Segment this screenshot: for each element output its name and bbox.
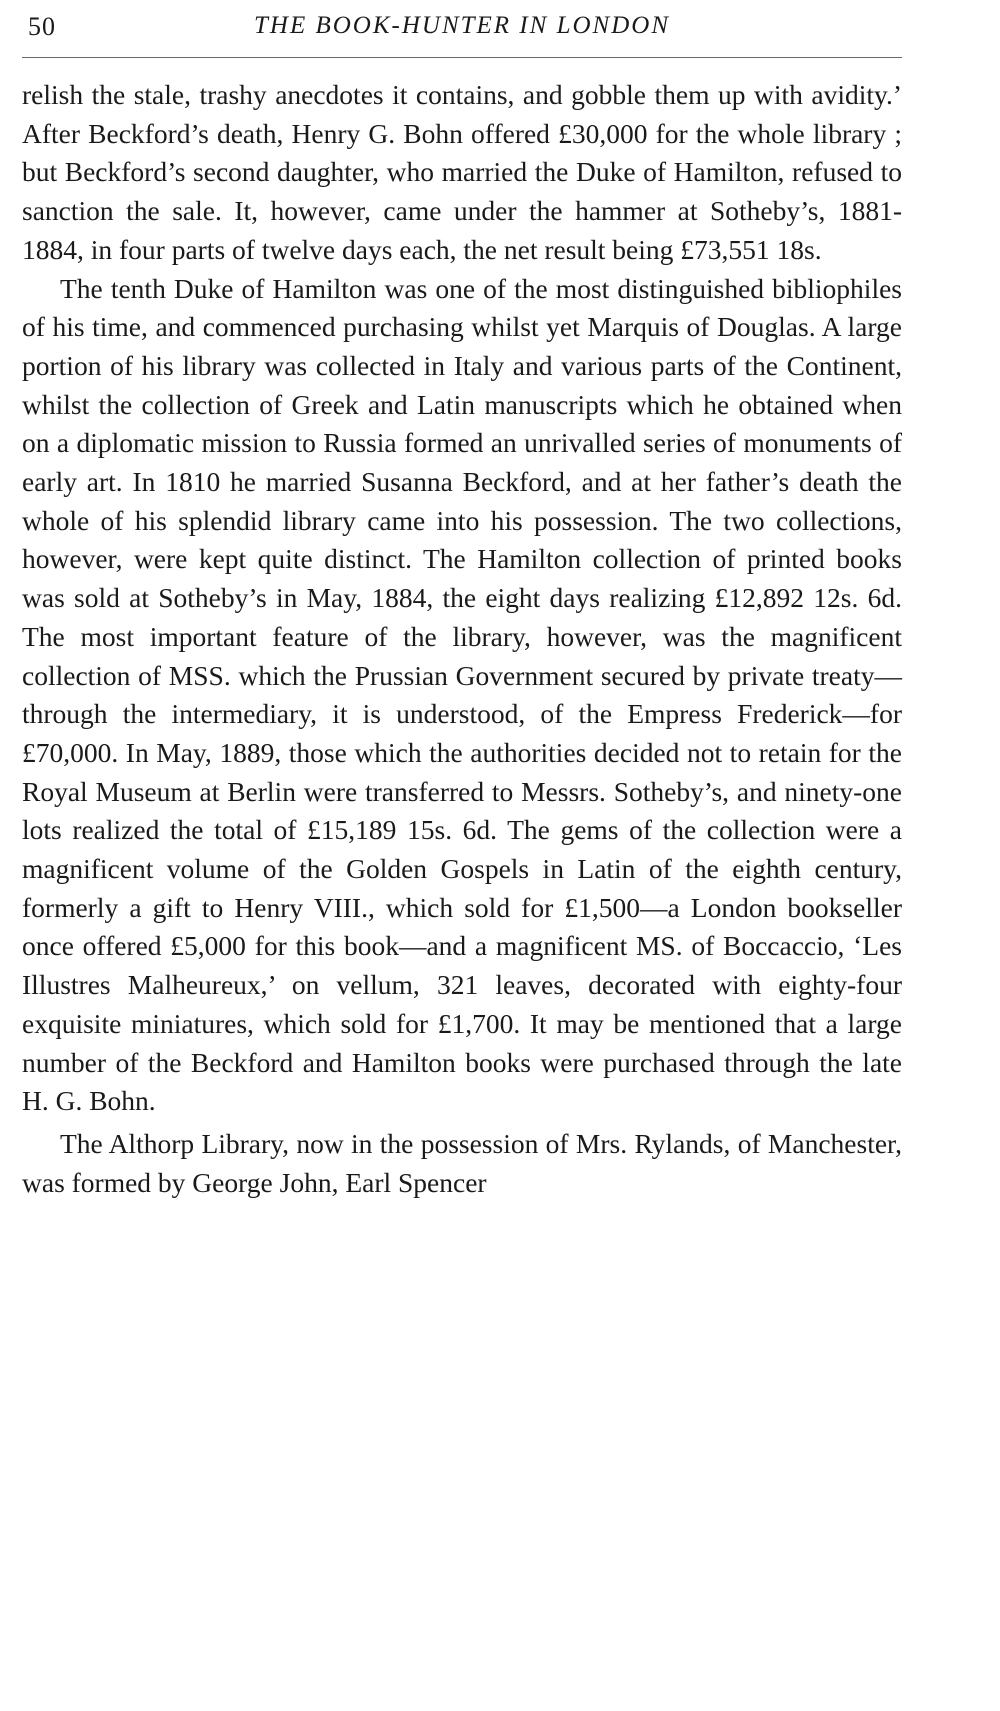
paragraph-hamilton: The tenth Duke of Hamilton was one of the most distinguished bibliophiles of his time, and commenced purchasing whilst yet Marquis of Douglas. A large portion of his library was collected in Italy and various parts of the Continent, whilst the collection of Greek and Latin manuscripts which he obtained when on a diplomatic mission to Russia formed an unrivalled series of monuments of early art. In 1810 he married Susanna Beckford, and at her father’s death the whole of his splendid library came into his possession. The two collections, however, were kept quite distinct. The Hamilton collection of printed books was sold at Sotheby’s in May, 1884, the eight days realizing £12,892 12s. 6d. The most important feature of the library, however, was the magnificent collection of MSS. which the Prussian Government secured by private treaty—through the intermediary, it is understood, of the Empress Frederick—for £70,000. In May, 1889, those which the authorities decided not to retain for the Royal Museum at Berlin were transferred to Messrs. Sotheby’s, and ninety-one lots realized the total of £15,189 15s. 6d. The gems of the collection were a magnificent volume of the Golden Gospels in Latin of the eighth century, formerly a gift to Henry VIII., which sold for £1,500—a London bookseller once offered £5,000 for this book—and a magnificent MS. of Boccaccio, ‘Les Illustres Malheureux,’ on vellum, 321 leaves, decorated with eighty-four exquisite miniatures, which sold for £1,700. It may be mentioned that a large number of the Beckford and Hamilton books were purchased through the late H. G. Bohn.	[22, 272, 902, 1117]
running-head	[22, 0, 902, 60]
paragraph-althorp: The Althorp Library, now in the possession of Mrs. Rylands, of Manchester, was formed by George John, Earl Spencer	[22, 1127, 902, 1198]
body-text	[22, 76, 902, 1202]
running-title: THE BOOK-HUNTER IN LONDON	[253, 12, 670, 39]
page-number: 50	[28, 12, 56, 41]
header-rule	[22, 57, 902, 58]
book-page	[22, 0, 902, 1711]
paragraph-continuation: relish the stale, trashy anecdotes it contains, and gobble them up with avidity.’ After Beckford’s death, Henry G. Bohn offered £30,000 for the whole library ; but Beckford’s second daughter, who married the Duke of Hamilton, refused to sanction the sale. It, however, came under the hammer at Sotheby’s, 1881-1884, in four parts of twelve days each, the net result being £73,551 18s.	[22, 79, 902, 265]
